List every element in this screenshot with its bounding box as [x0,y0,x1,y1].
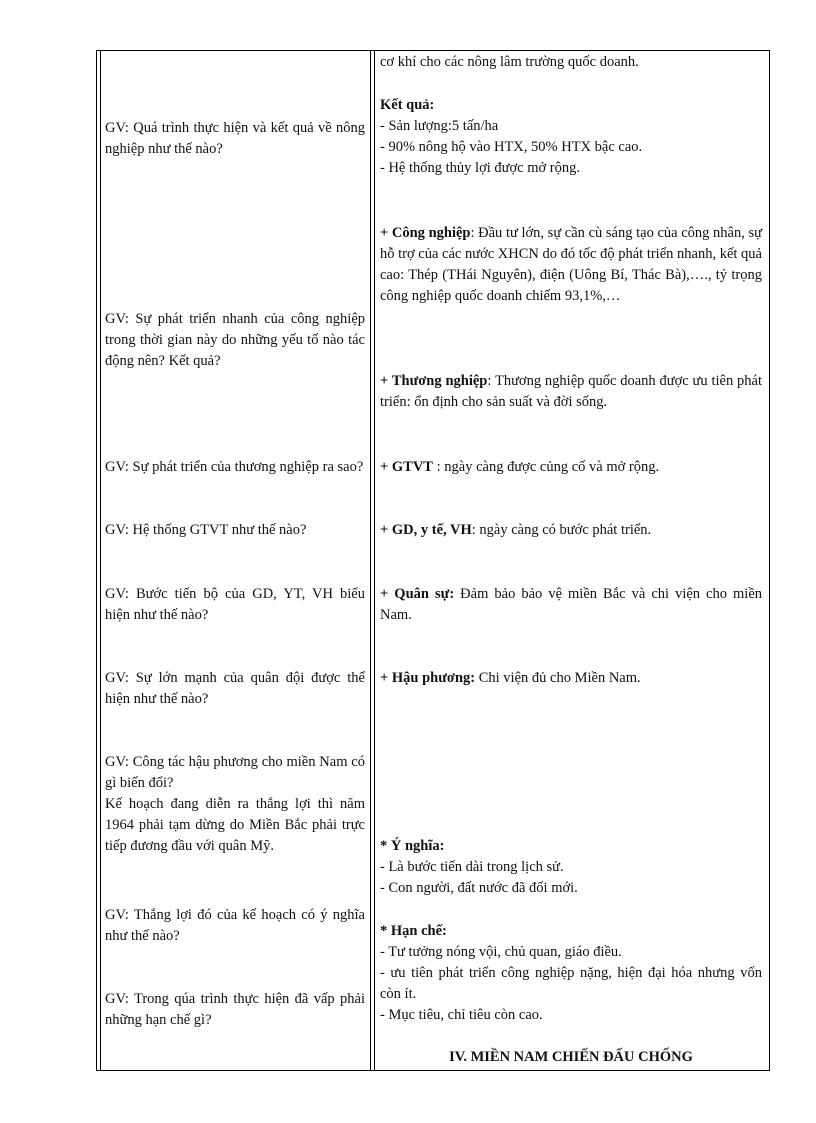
mechanics-line: cơ khí cho các nông lâm trường quốc doanh. [380,54,639,70]
industry-label: + Công nghiệp [380,225,471,241]
commerce-paragraph [380,371,762,413]
question-rear-support [105,752,365,857]
question-rear-support-text: GV: Công tác hậu phương cho miền Nam có gì biến đổi? [105,754,365,791]
industry-paragraph [380,223,762,307]
education-paragraph [380,520,762,541]
limitations-block [380,921,762,1026]
transport-label: + GTVT [380,459,433,475]
question-commerce: GV: Sự phát triển của thương nghiệp ra sao? [105,459,364,475]
question-education: GV: Bước tiến bộ của GD, YT, VH biểu hiện như thế nào? [105,586,365,623]
results-item: - Sản lượng:5 tấn/ha [380,118,499,134]
question-agriculture: GV: Quá trình thực hiện và kết quả về nông nghiệp như thế nào? [105,120,365,157]
significance-heading: * Ý nghĩa: [380,838,445,854]
limitations-item: - Tư tưởng nóng vội, chủ quan, giáo điều. [380,944,622,960]
significance-block [380,836,762,899]
column-divider [370,51,371,1070]
results-item: - 90% nông hộ vào HTX, 50% HTX bậc cao. [380,139,643,155]
results-item: - Hệ thống thủy lợi được mở rộng. [380,160,581,176]
question-limitations: GV: Trong qúa trình thực hiện đã vấp phải những hạn chế gì? [105,991,365,1028]
commerce-text: : Thương nghiệp quốc doanh được ưu tiên phát triển: ổn định cho sản suất và đời sống. [380,373,763,410]
left-border-line [100,51,101,1070]
lesson-table [96,50,770,1071]
significance-item: - Là bước tiến dài trong lịch sử. [380,859,564,875]
results-heading: Kết quả: [380,97,435,113]
rear-support-label: + Hậu phương: [380,670,476,686]
industry-text: : Đầu tư lớn, sự cần cù sáng tạo của công nhân, sự hỗ trợ của các nước XHCN do đó tốc độ phát triển nhanh, kết quả cao: Thép (THái Nguyên), điện (Uông Bí, Thác Bà),…., tỷ trọng công nghiệp quốc doanh chiếm 93,1%,… [380,225,762,304]
military-label: + Quân sự: [380,586,455,602]
question-transport: GV: Hệ thống GTVT như thế nào? [105,522,307,538]
transport-paragraph [380,457,762,478]
limitations-heading: * Hạn chế: [380,923,447,939]
education-label: + GD, y tế, VH [380,522,472,538]
limitations-item: - Mục tiêu, chỉ tiêu còn cao. [380,1007,543,1023]
results-block [380,95,762,179]
question-significance: GV: Thắng lợi đó của kế hoạch có ý nghĩa như thế nào? [105,907,365,944]
section-heading: IV. MIỀN NAM CHIẾN ĐẤU CHỐNG [449,1049,693,1065]
column-divider-inner [374,51,375,1070]
question-military: GV: Sự lớn mạnh của quân đội được thể hiện như thế nào? [105,670,365,707]
commerce-label: + Thương nghiệp [380,373,488,389]
rear-support-text: Chi viện đủ cho Miền Nam. [475,670,641,686]
rear-support-paragraph [380,668,762,689]
question-industry: GV: Sự phát triển nhanh của công nghiệp trong thời gian này do những yếu tố nào tác động nên? Kết quả? [105,311,365,369]
transport-text: : ngày càng được củng cố và mở rộng. [432,459,660,475]
plan-interruption-note: Kế hoạch đang diễn ra thắng lợi thì năm 1964 phải tạm dừng do Miền Bắc phải trực tiếp đương đầu với quân Mỹ. [105,796,365,854]
education-text: : ngày càng có bước phát triển. [471,522,652,538]
military-paragraph [380,584,762,626]
military-text: Đảm bảo bảo vệ miền Bắc và chi viện cho miền Nam. [380,586,763,623]
limitations-item: - ưu tiên phát triển công nghiệp nặng, hiện đại hóa nhưng vốn còn ít. [380,965,762,1002]
significance-item: - Con người, đất nước đã đổi mới. [380,880,578,896]
